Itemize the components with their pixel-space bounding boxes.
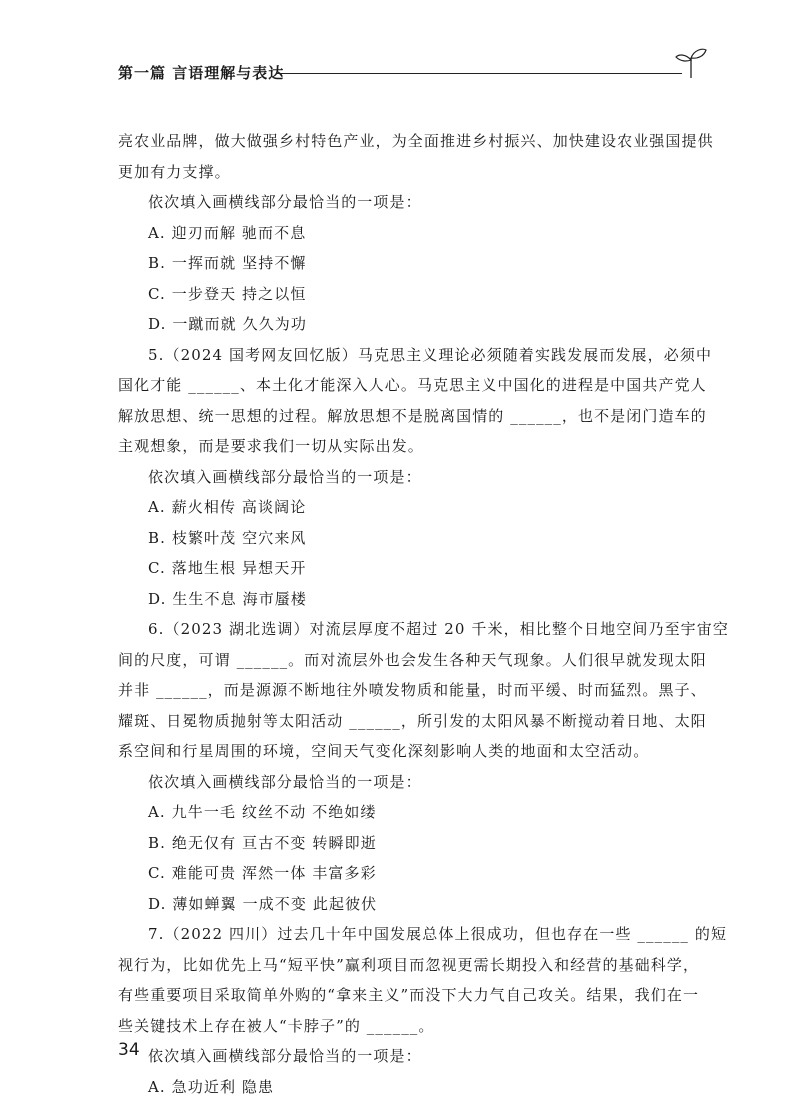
sprout-icon xyxy=(674,42,708,80)
text-line: 视行为，比如优先上马“短平快”赢利项目而忽视更需长期投入和经营的基础科学， xyxy=(118,955,700,974)
text-line: D. 一蹴而就 久久为功 xyxy=(148,315,307,333)
text-line: 国化才能 ______、本土化才能深入人心。马克思主义中国化的进程是中国共产党人 xyxy=(118,376,707,394)
text-line: D. 生生不息 海市蜃楼 xyxy=(148,589,307,608)
text-line: B. 枝繁叶茂 空穴来风 xyxy=(148,528,307,547)
text-line: B. 绝无仅有 亘古不变 转瞬即逝 xyxy=(148,833,377,852)
text-line: B. 一挥而就 坚持不懈 xyxy=(148,254,307,272)
text-line: A. 薪火相传 高谈阔论 xyxy=(148,498,307,516)
text-line: 解放思想、统一思想的过程。解放思想不是脱离国情的 ______，也不是闭门造车的 xyxy=(118,406,707,425)
text-line: 7.（2022 四川）过去几十年中国发展总体上很成功，但也存在一些 ______ 的短 xyxy=(148,925,728,943)
section-title: 第一篇 言语理解与表达 xyxy=(118,64,285,82)
text-line: A. 九牛一毛 纹丝不动 不绝如缕 xyxy=(148,803,377,821)
header-rule xyxy=(276,73,682,74)
text-line: 亮农业品牌，做大做强乡村特色产业，为全面推进乡村振兴、加快建设农业强国提供 xyxy=(118,132,714,150)
text-line: A. 急功近利 隐患 xyxy=(148,1077,275,1096)
text-line: 5.（2024 国考网友回忆版）马克思主义理论必须随着实践发展而发展，必须中 xyxy=(148,345,713,364)
text-line: D. 薄如蝉翼 一成不变 此起彼伏 xyxy=(148,894,378,913)
text-line: C. 难能可贵 浑然一体 丰富多彩 xyxy=(148,864,377,882)
text-line: 依次填入画横线部分最恰当的一项是： xyxy=(148,467,422,486)
running-header xyxy=(118,60,698,90)
page-body xyxy=(118,126,729,1102)
text-line: C. 落地生根 异想天开 xyxy=(148,559,307,577)
text-line: C. 一步登天 持之以恒 xyxy=(148,284,307,303)
text-line: 依次填入画横线部分最恰当的一项是： xyxy=(148,193,422,211)
text-line: 些关键技术上存在被人“卡脖子”的 ______。 xyxy=(118,1016,435,1035)
text-line: A. 迎刃而解 驰而不息 xyxy=(148,223,307,242)
text-line: 并非 ______，而是源源不断地往外喷发物质和能量，时而平缓、时而猛烈。黑子、 xyxy=(118,681,707,699)
text-line: 有些重要项目采取简单外购的“拿来主义”而没下大力气自己攻关。结果，我们在一 xyxy=(118,986,700,1004)
page-number: 34 xyxy=(118,1040,140,1060)
text-line: 更加有力支撑。 xyxy=(118,162,231,181)
text-line: 耀斑、日冕物质抛射等太阳活动 ______，所引发的太阳风暴不断搅动着日地、太阳 xyxy=(118,711,707,730)
text-line: 6.（2023 湖北选调）对流层厚度不超过 20 千米，相比整个日地空间乃至宇宙空 xyxy=(148,620,729,638)
text-line: 依次填入画横线部分最恰当的一项是： xyxy=(148,772,422,791)
text-line: 系空间和行星周围的环境，空间天气变化深刻影响人类的地面和太空活动。 xyxy=(118,742,650,760)
text-line: 主观想象，而是要求我们一切从实际出发。 xyxy=(118,437,424,455)
text-line: 依次填入画横线部分最恰当的一项是： xyxy=(148,1047,422,1065)
text-line: 间的尺度，可谓 ______。而对流层外也会发生各种天气现象。人们很早就发现太阳 xyxy=(118,650,707,669)
